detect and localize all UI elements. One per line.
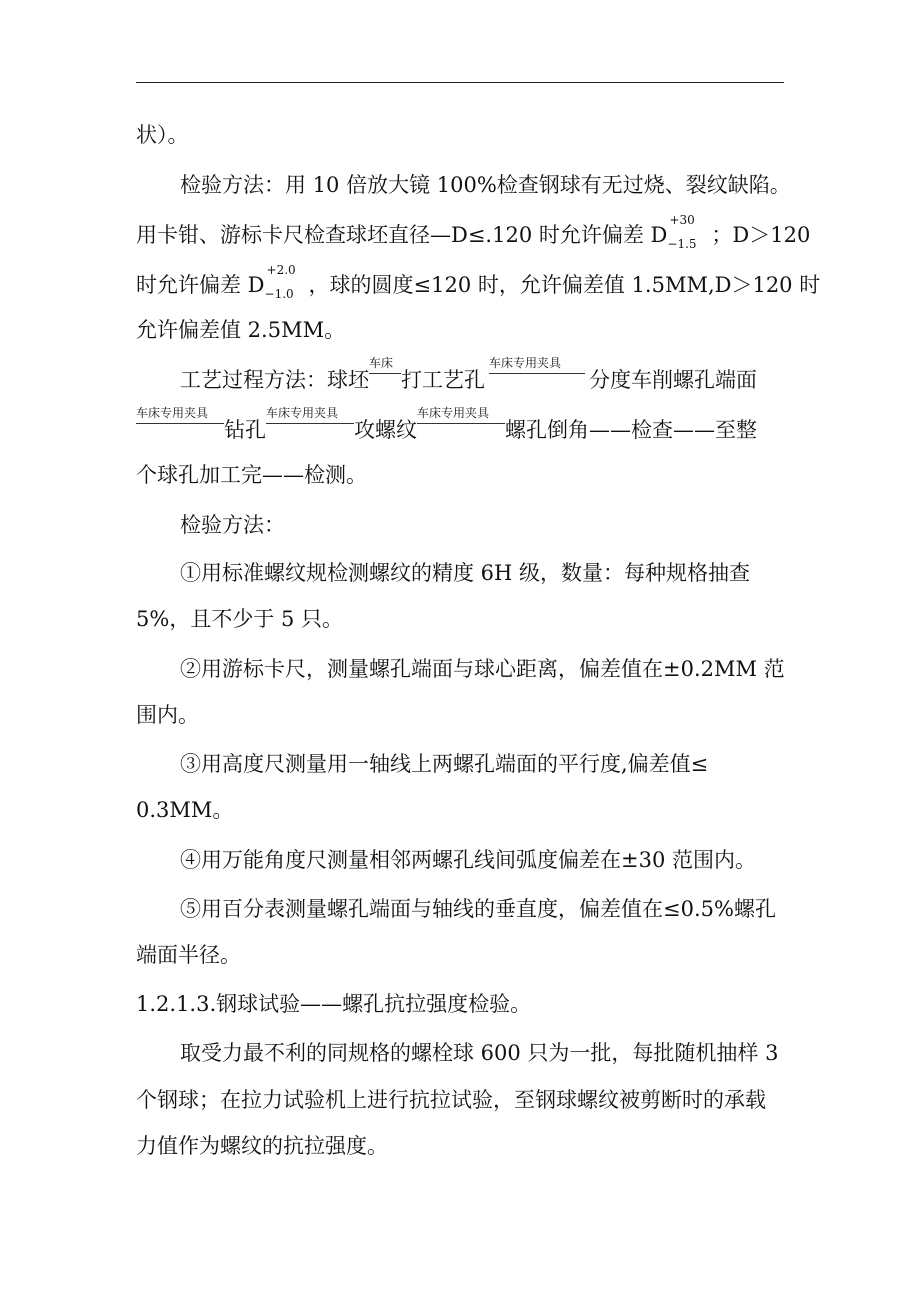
tolerance-1-upper: +30 <box>669 213 695 227</box>
text-span: ，球的圆度≤120 时，允许偏差值 1.5MM,D＞120 时 <box>308 273 821 297</box>
text-line-11: 5%，且不少于 5 只。 <box>136 607 344 631</box>
process-arrow-lathe <box>369 356 401 395</box>
text-line-4 <box>136 263 821 301</box>
arrow-label: 车床专用夹具 <box>489 356 562 370</box>
text-line-6 <box>180 356 840 395</box>
text-line-20: 取受力最不利的同规格的螺栓球 600 只为一批，每批随机抽样 3 <box>180 1041 779 1065</box>
process-arrow-fixture <box>489 356 585 395</box>
tolerance-1-lower: −1.5 <box>667 237 697 251</box>
text-line-7 <box>136 406 796 445</box>
arrow-label: 车床 <box>369 356 394 370</box>
text-line-1: 状）。 <box>136 123 189 147</box>
text-span: 用卡钳、游标卡尺检查球坯直径—D≤.120 时允许偏差 D <box>136 223 668 247</box>
text-span: ；D＞120 <box>711 223 811 247</box>
arrow-shaft <box>489 373 585 374</box>
arrow-shaft <box>369 373 401 374</box>
arrow-label: 车床专用夹具 <box>417 406 490 420</box>
text-line-21: 个钢球；在拉力试验机上进行抗拉试验，至钢球螺纹被剪断时的承载 <box>136 1088 766 1112</box>
section-heading: 1.2.1.3.钢球试验——螺孔抗拉强度检验。 <box>136 992 532 1016</box>
text-line-13: 围内。 <box>136 703 199 727</box>
text-span: 分度车削螺孔端面 <box>589 368 757 392</box>
tolerance-1 <box>667 213 711 251</box>
process-arrow-fixture <box>136 406 224 445</box>
text-line-18: 端面半径。 <box>136 943 241 967</box>
text-line-5: 允许偏差值 2.5MM。 <box>136 318 346 342</box>
tolerance-2 <box>264 263 309 301</box>
text-line-22: 力值作为螺纹的抗拉强度。 <box>136 1134 388 1158</box>
text-line-9: 检验方法： <box>180 513 285 537</box>
text-line-8: 个球孔加工完——检测。 <box>136 463 367 487</box>
text-line-2: 检验方法：用 10 倍放大镜 100%检查钢球有无过烧、裂纹缺陷。 <box>180 173 791 197</box>
header-rule <box>136 82 784 83</box>
text-span: 螺孔倒角——检查——至整 <box>505 418 757 442</box>
tolerance-2-upper: +2.0 <box>266 263 296 277</box>
text-line-12: ②用游标卡尺，测量螺孔端面与球心距离，偏差值在±0.2MM 范 <box>180 657 785 681</box>
text-line-15: 0.3MM。 <box>136 798 234 822</box>
text-line-14: ③用高度尺测量用一轴线上两螺孔端面的平行度,偏差值≤ <box>180 752 709 776</box>
text-span: 打工艺孔 <box>401 368 485 392</box>
text-span: 时允许偏差 D <box>136 273 265 297</box>
text-line-16: ④用万能角度尺测量相邻两螺孔线间弧度偏差在±30 范围内。 <box>180 848 756 872</box>
text-line-3 <box>136 213 811 251</box>
arrow-shaft <box>136 423 224 424</box>
process-arrow-fixture <box>266 406 354 445</box>
tolerance-2-lower: −1.0 <box>264 287 294 301</box>
arrow-shaft <box>266 423 354 424</box>
text-line-17: ⑤用百分表测量螺孔端面与轴线的垂直度，偏差值在≤0.5%螺孔 <box>180 897 776 921</box>
text-span: 工艺过程方法：球坯 <box>180 368 369 392</box>
text-span: 钻孔 <box>224 418 266 442</box>
process-arrow-fixture <box>417 406 505 445</box>
arrow-label: 车床专用夹具 <box>136 406 209 420</box>
arrow-label: 车床专用夹具 <box>266 406 339 420</box>
text-line-10: ①用标准螺纹规检测螺纹的精度 6H 级，数量：每种规格抽查 <box>180 561 751 585</box>
arrow-shaft <box>417 423 505 424</box>
text-span: 攻螺纹 <box>354 418 417 442</box>
